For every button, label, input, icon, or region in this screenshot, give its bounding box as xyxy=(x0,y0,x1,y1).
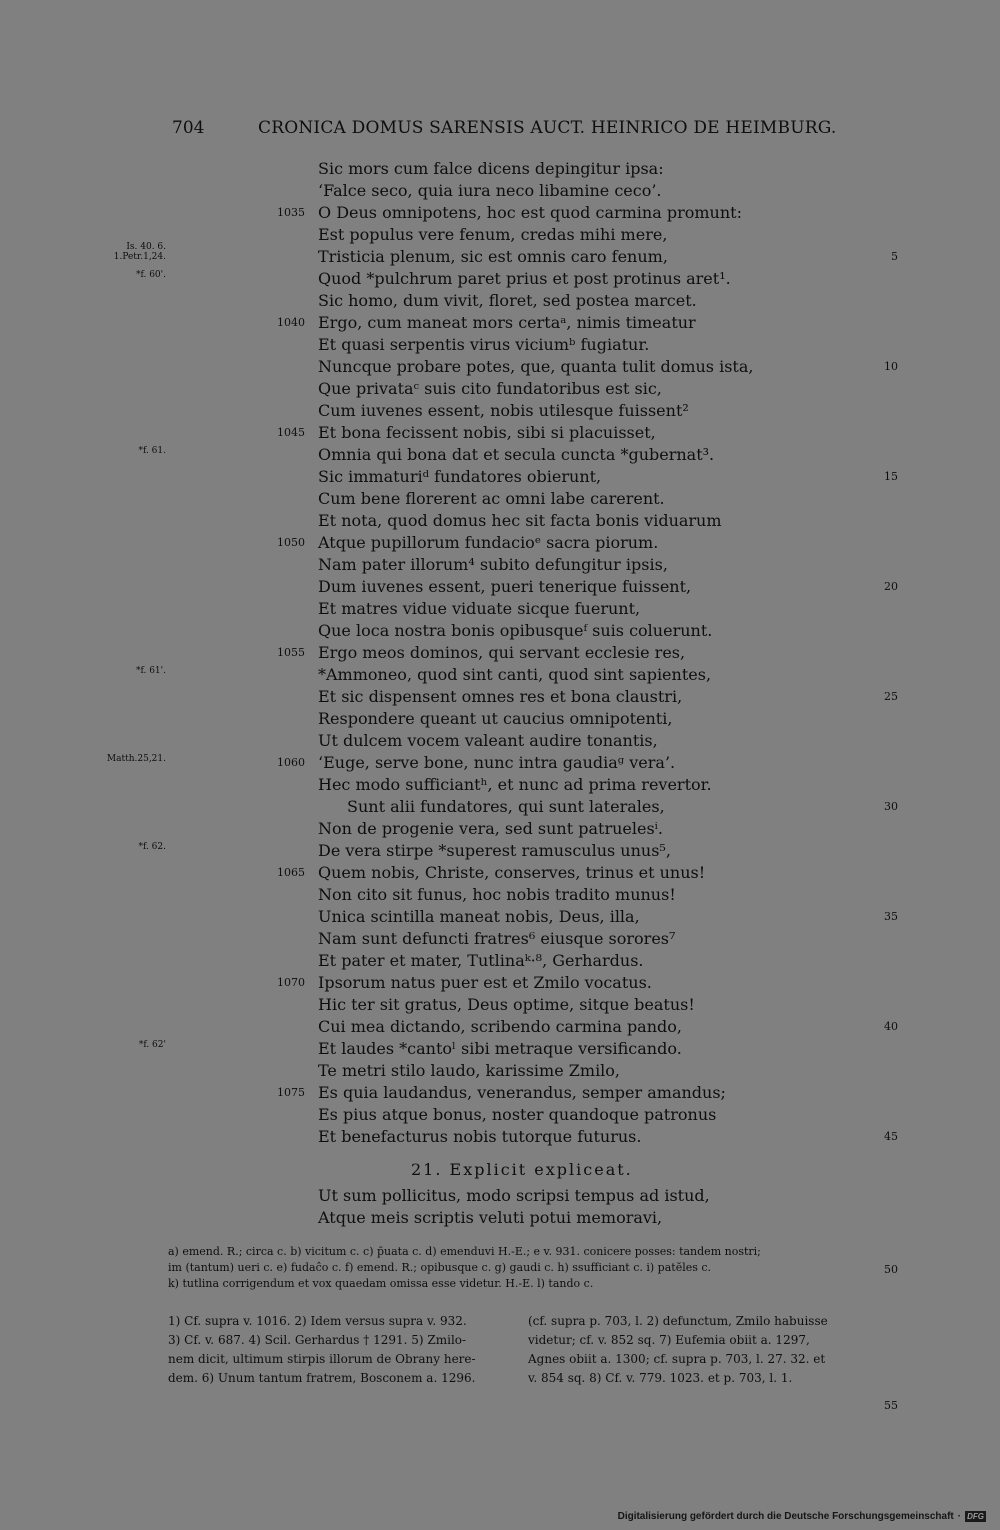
footnote-line: v. 854 sq. 8) Cf. v. 779. 1023. et p. 703, l. 1. xyxy=(528,1371,793,1385)
verse-number: 1035 xyxy=(277,206,305,219)
verse-text: Est populus vere fenum, credas mihi mere, xyxy=(318,225,668,244)
verse-line xyxy=(0,884,1000,906)
line-number: 30 xyxy=(884,800,898,813)
line-number: 35 xyxy=(884,910,898,923)
verse-number: 1070 xyxy=(277,976,305,989)
page-number: 704 xyxy=(172,118,205,138)
margin-reference: *f. 60'. xyxy=(135,270,166,280)
verse-number: 1055 xyxy=(277,646,305,659)
verse-line xyxy=(0,664,1000,686)
verse-number: 1050 xyxy=(277,536,305,549)
verse-text: Sic immaturiᵈ fundatores obierunt, xyxy=(318,467,602,486)
verse-text: *Ammoneo, quod sint canti, quod sint sapientes, xyxy=(318,665,712,684)
line-number: 15 xyxy=(884,470,898,483)
margin-reference: *f. 62. xyxy=(138,842,166,852)
verse-text: Te metri stilo laudo, karissime Zmilo, xyxy=(318,1061,621,1080)
verse-line xyxy=(0,532,1000,554)
verse-text: Et sic dispensent omnes res et bona claustri, xyxy=(318,687,683,706)
footnote-line: videtur; cf. v. 852 sq. 7) Eufemia obiit a. 1297, xyxy=(528,1333,810,1347)
margin-reference: Matth.25,21. xyxy=(106,754,166,764)
digitization-credit xyxy=(618,1511,986,1522)
verse-number: 1075 xyxy=(277,1086,305,1099)
line-number: 45 xyxy=(884,1130,898,1143)
verse-line xyxy=(0,554,1000,576)
verse-text: Hic ter sit gratus, Deus optime, sitque beatus! xyxy=(318,995,695,1014)
verse-block xyxy=(0,158,1000,1148)
verse-text: Ergo meos dominos, qui servant ecclesie res, xyxy=(318,643,686,662)
verse-text: Que privataᶜ suis cito fundatoribus est sic, xyxy=(318,379,662,398)
verse-text: Sic homo, dum vivit, floret, sed postea marcet. xyxy=(318,291,697,310)
verse-line xyxy=(0,510,1000,532)
credit-separator: · xyxy=(957,1511,962,1522)
after-verses xyxy=(0,1185,1000,1229)
verse-text: Hec modo sufficiantʰ, et nunc ad prima revertor. xyxy=(318,775,712,794)
verse-line xyxy=(0,708,1000,730)
verse-number: 1060 xyxy=(277,756,305,769)
verse-line xyxy=(0,378,1000,400)
verse-line xyxy=(0,1016,1000,1038)
verse-line xyxy=(0,1185,1000,1207)
verse-line xyxy=(0,928,1000,950)
verse-text: Es pius atque bonus, noster quandoque patronus xyxy=(318,1105,717,1124)
verse-text: Cum bene florerent ac omni labe carerent. xyxy=(318,489,665,508)
page-header xyxy=(0,118,1000,144)
verse-text: De vera stirpe *superest ramusculus unus⁵, xyxy=(318,841,671,860)
verse-text: ‘Falce seco, quia iura neco libamine ceco’. xyxy=(318,181,662,200)
critical-note-row: k) tutlina corrigendum et vox quaedam omissa esse videtur. H.-E. l) tando c. xyxy=(168,1277,594,1290)
line-number: 10 xyxy=(884,360,898,373)
verse-text: Ergo, cum maneat mors certaᵃ, nimis timeatur xyxy=(318,313,696,332)
verse-text: Non cito sit funus, hoc nobis tradito munus! xyxy=(318,885,676,904)
verse-line xyxy=(0,598,1000,620)
verse-line xyxy=(0,312,1000,334)
verse-line xyxy=(0,334,1000,356)
verse-text: Es quia laudandus, venerandus, semper amandus; xyxy=(318,1083,726,1102)
verse-line xyxy=(0,422,1000,444)
verse-text: Et matres vidue viduate sicque fuerunt, xyxy=(318,599,641,618)
verse-line xyxy=(0,466,1000,488)
verse-line xyxy=(0,774,1000,796)
line-number: 25 xyxy=(884,690,898,703)
line-number: 20 xyxy=(884,580,898,593)
verse-line xyxy=(0,202,1000,224)
verse-line xyxy=(0,840,1000,862)
verse-text: Et quasi serpentis virus viciumᵇ fugiatur. xyxy=(318,335,650,354)
verse-line xyxy=(0,576,1000,598)
verse-line xyxy=(0,1082,1000,1104)
margin-reference: Is. 40. 6. 1.Petr.1,24. xyxy=(113,242,166,262)
footnote-line: dem. 6) Unum tantum fratrem, Bosconem a. 1296. xyxy=(168,1371,476,1385)
dfg-logo: DFG xyxy=(967,1512,984,1521)
credit-text: Digitalisierung gefördert durch die Deutsche Forschungsgemeinschaft xyxy=(617,1511,954,1522)
verse-line xyxy=(0,686,1000,708)
verse-text: Nam pater illorum⁴ subito defungitur ipsis, xyxy=(318,555,668,574)
verse-text: Ipsorum natus puer est et Zmilo vocatus. xyxy=(318,973,652,992)
critical-apparatus xyxy=(168,1244,868,1292)
critical-note-row: im (tantum) ueri c. e) fudaĉo c. f) emend. R.; opibusque c. g) gaudi c. h) ssufficiant c. i) patĕles c. xyxy=(168,1261,712,1274)
verse-line xyxy=(0,1060,1000,1082)
verse-text: Unica scintilla maneat nobis, Deus, illa, xyxy=(318,907,640,926)
verse-text: Atque meis scriptis veluti potui memoravi, xyxy=(318,1208,663,1227)
verse-text: Non de progenie vera, sed sunt patruelesⁱ. xyxy=(318,819,663,838)
verse-line xyxy=(0,818,1000,840)
verse-line xyxy=(0,400,1000,422)
verse-text: Dum iuvenes essent, pueri tenerique fuissent, xyxy=(318,577,692,596)
verse-line xyxy=(0,730,1000,752)
section-title: 21. Explicit expliceat. xyxy=(411,1160,633,1179)
verse-line xyxy=(0,180,1000,202)
verse-text: Ut dulcem vocem valeant audire tonantis, xyxy=(318,731,658,750)
verse-line xyxy=(0,488,1000,510)
verse-line xyxy=(0,620,1000,642)
verse-line xyxy=(0,1126,1000,1148)
verse-text: Quod *pulchrum paret prius et post protinus aret¹. xyxy=(318,269,731,288)
footnote-line: 3) Cf. v. 687. 4) Scil. Gerhardus † 1291. 5) Zmilo- xyxy=(168,1333,467,1347)
verse-text: Quem nobis, Christe, conserves, trinus et unus! xyxy=(318,863,706,882)
critical-note-row: a) emend. R.; circa c. b) vicitum c. c) p̄uata c. d) emenduvi H.-E.; e v. 931. conicere posses: tandem nostri; xyxy=(168,1245,761,1258)
margin-reference: *f. 61. xyxy=(138,446,166,456)
verse-text: Ut sum pollicitus, modo scripsi tempus ad istud, xyxy=(318,1186,710,1205)
verse-text: Et nota, quod domus hec sit facta bonis viduarum xyxy=(318,511,722,530)
verse-number: 1045 xyxy=(277,426,305,439)
verse-text: Nam sunt defuncti fratres⁶ eiusque sorores⁷ xyxy=(318,929,676,948)
verse-line xyxy=(0,796,1000,818)
line-number: 55 xyxy=(884,1399,898,1412)
verse-line xyxy=(0,972,1000,994)
verse-text: Omnia qui bona dat et secula cuncta *gubernat³. xyxy=(318,445,715,464)
verse-text: Nuncque probare potes, que, quanta tulit domus ista, xyxy=(318,357,754,376)
line-number: 5 xyxy=(891,250,898,263)
verse-line xyxy=(0,950,1000,972)
verse-number: 1040 xyxy=(277,316,305,329)
footnote-line: nem dicit, ultimum stirpis illorum de Obrany here- xyxy=(168,1352,476,1366)
verse-line xyxy=(0,642,1000,664)
verse-line xyxy=(0,290,1000,312)
line-number: 50 xyxy=(884,1263,898,1276)
verse-line xyxy=(0,268,1000,290)
verse-text: ‘Euge, serve bone, nunc intra gaudiaᵍ vera’. xyxy=(318,753,676,772)
verse-text: Cui mea dictando, scribendo carmina pando, xyxy=(318,1017,682,1036)
verse-line xyxy=(0,1104,1000,1126)
verse-line xyxy=(0,444,1000,466)
verse-text: Cum iuvenes essent, nobis utilesque fuissent² xyxy=(318,401,689,420)
verse-text: Et pater et mater, Tutlinaᵏ·⁸, Gerhardus. xyxy=(318,951,644,970)
verse-line xyxy=(0,242,1000,268)
verse-text: Tristicia plenum, sic est omnis caro fenum, xyxy=(318,247,668,266)
footnote-line: (cf. supra p. 703, l. 2) defunctum, Zmilo habuisse xyxy=(528,1314,828,1328)
line-number: 40 xyxy=(884,1020,898,1033)
verse-line xyxy=(0,356,1000,378)
margin-reference: *f. 61'. xyxy=(135,666,166,676)
margin-reference: *f. 62' xyxy=(138,1040,166,1050)
verse-text: Que loca nostra bonis opibusqueᶠ suis coluerunt. xyxy=(318,621,713,640)
verse-text: Atque pupillorum fundacioᵉ sacra piorum. xyxy=(318,533,659,552)
verse-text: Et laudes *cantoˡ sibi metraque versificando. xyxy=(318,1039,682,1058)
verse-line xyxy=(0,1038,1000,1060)
footnotes-right-column xyxy=(528,1312,874,1388)
verse-line xyxy=(0,752,1000,774)
footnote-line: Agnes obiit a. 1300; cf. supra p. 703, l. 27. 32. et xyxy=(528,1352,826,1366)
footnote-line: 1) Cf. supra v. 1016. 2) Idem versus supra v. 932. xyxy=(168,1314,467,1328)
verse-text: Sic mors cum falce dicens depingitur ipsa: xyxy=(318,159,664,178)
verse-text: Et benefacturus nobis tutorque futurus. xyxy=(318,1127,642,1146)
verse-line xyxy=(0,158,1000,180)
footnotes-left-column xyxy=(168,1312,514,1388)
verse-line xyxy=(0,994,1000,1016)
running-title: CRONICA DOMUS SARENSIS AUCT. HEINRICO DE HEIMBURG. xyxy=(258,118,837,138)
verse-line xyxy=(0,906,1000,928)
verse-text: Respondere queant ut caucius omnipotenti, xyxy=(318,709,673,728)
verse-text: O Deus omnipotens, hoc est quod carmina promunt: xyxy=(318,203,742,222)
verse-line xyxy=(0,862,1000,884)
verse-number: 1065 xyxy=(277,866,305,879)
verse-line xyxy=(0,1207,1000,1229)
verse-text: Et bona fecissent nobis, sibi si placuisset, xyxy=(318,423,656,442)
verse-text: Sunt alii fundatores, qui sunt laterales, xyxy=(347,797,665,816)
